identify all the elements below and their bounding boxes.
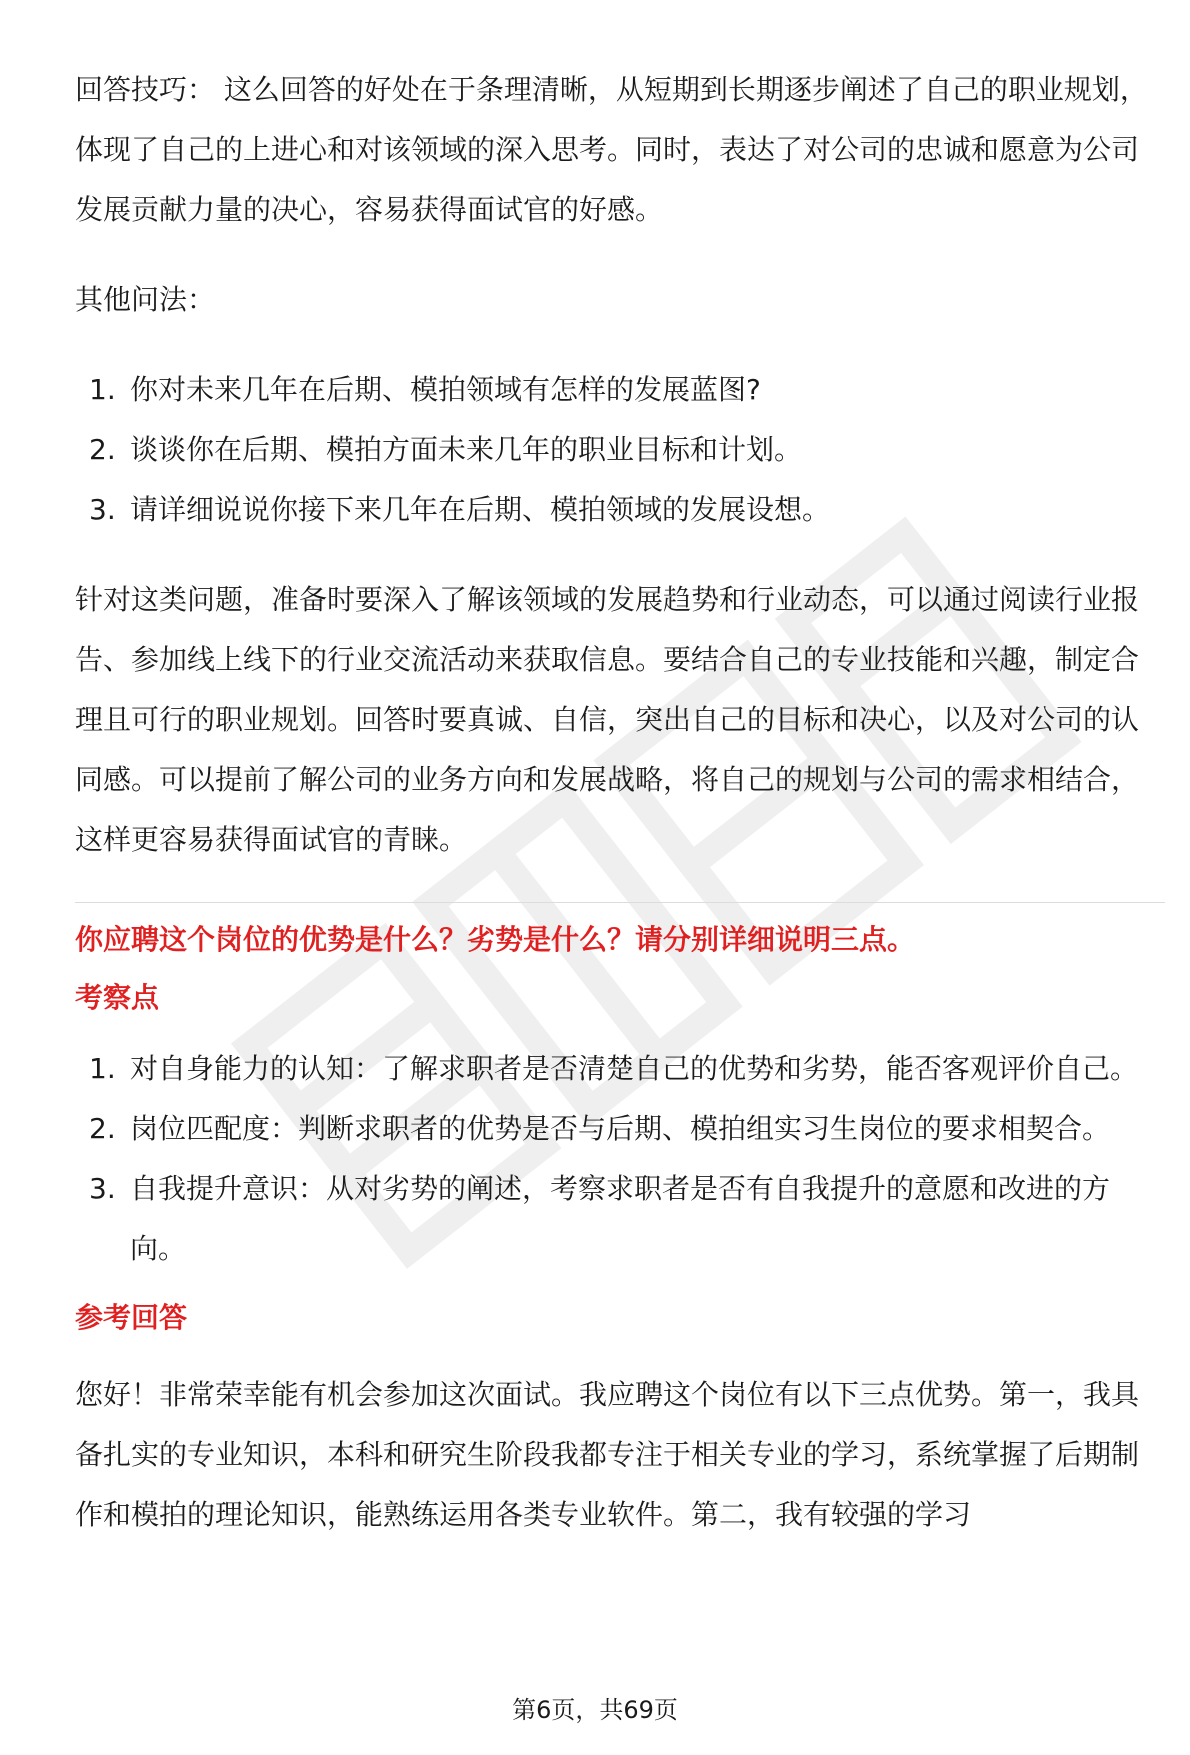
list-item: 3. 请详细说说你接下来几年在后期、模拍领域的发展设想。 <box>89 493 831 526</box>
other-questions-heading: 其他问法： <box>75 283 216 316</box>
document-page <box>75 60 1165 1545</box>
question-title: 你应聘这个岗位的优势是什么？劣势是什么？请分别详细说明三点。 <box>75 923 916 956</box>
answer-tips-paragraph: 回答技巧： 这么回答的好处在于条理清晰，从短期到长期逐步阐述了自己的职业规划，体现了自己的上进心和对该领域的深入思考。同时，表达了对公司的忠诚和愿意为公司发展贡献力量的决心，容易获得面试官的好感。 <box>75 73 1148 226</box>
list-item: 2. 谈谈你在后期、模拍方面未来几年的职业目标和计划。 <box>89 433 803 466</box>
list-item: 1. 你对未来几年在后期、模拍领域有怎样的发展蓝图? <box>89 373 761 406</box>
page-number: 第6页，共69页 <box>512 1696 678 1724</box>
reference-answer-paragraph: 您好！非常荣幸能有机会参加这次面试。我应聘这个岗位有以下三点优势。第一，我具备扎实的专业知识，本科和研究生阶段我都专注于相关专业的学习，系统掌握了后期制作和模拍的理论知识，能熟练运用各类专业软件。第二，我有较强的学习 <box>75 1378 1140 1531</box>
focus-points-list <box>75 1039 1165 1279</box>
focus-heading: 考察点 <box>75 981 160 1014</box>
preparation-advice-paragraph: 针对这类问题，准备时要深入了解该领域的发展趋势和行业动态，可以通过阅读行业报告、参加线上线下的行业交流活动来获取信息。要结合自己的专业技能和兴趣，制定合理且可行的职业规划。回答时要真诚、自信，突出自己的目标和决心，以及对公司的认同感。可以提前了解公司的业务方向和发展战略，将自己的规划与公司的需求相结合，这样更容易获得面试官的青睐。 <box>75 583 1140 856</box>
list-item: 2. 岗位匹配度：判断求职者的优势是否与后期、模拍组实习生岗位的要求相契合。 <box>89 1112 1111 1145</box>
list-item: 1. 对自身能力的认知：了解求职者是否清楚自己的优势和劣势，能否客观评价自己。 <box>89 1052 1139 1085</box>
list-item: 3. 自我提升意识：从对劣势的阐述，考察求职者是否有自我提升的意愿和改进的方向。 <box>89 1172 1111 1265</box>
reference-answer-heading: 参考回答 <box>75 1301 188 1334</box>
other-questions-list <box>75 360 1165 540</box>
